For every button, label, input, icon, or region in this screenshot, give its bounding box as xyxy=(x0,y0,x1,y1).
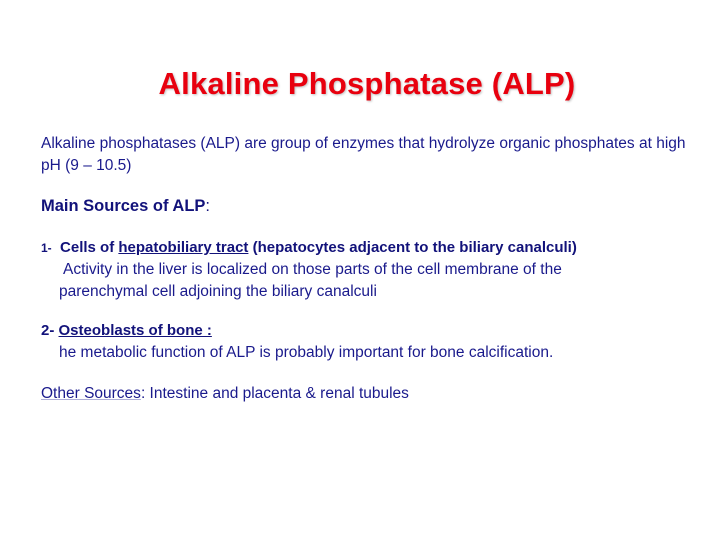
intro-paragraph: Alkaline phosphatases (ALP) are group of enzymes that hydrolyze organic phosphates at high pH (9 – 10.5) xyxy=(41,135,686,174)
item-underlined-term: hepatobiliary tract xyxy=(118,239,249,256)
item-number: 2- xyxy=(41,322,55,339)
source-item-1-description-line-1: Activity in the liver is localized on those parts of the cell membrane of the xyxy=(63,261,562,278)
source-item-2-description: he metabolic function of ALP is probably important for bone calcification. xyxy=(59,344,554,361)
source-item-2-heading xyxy=(41,320,212,342)
other-sources-label: Other Sources xyxy=(41,385,141,402)
item-suffix: (hepatocytes adjacent to the biliary canalculi) xyxy=(248,239,577,256)
other-sources xyxy=(41,383,409,405)
main-sources-heading xyxy=(41,195,210,217)
source-item-1-description-line-2: parenchymal cell adjoining the biliary canalculi xyxy=(59,283,377,300)
main-sources-colon: : xyxy=(205,197,211,215)
source-item-1-heading xyxy=(41,237,577,259)
main-sources-label: Main Sources of ALP xyxy=(41,197,206,215)
item-underlined-term: Osteoblasts of bone : xyxy=(58,322,212,339)
other-sources-text: : Intestine and placenta & renal tubules xyxy=(140,385,409,402)
item-prefix: Cells of xyxy=(60,239,119,256)
item-number: 1- xyxy=(41,241,52,255)
slide-title: Alkaline Phosphatase (ALP) xyxy=(158,66,576,101)
